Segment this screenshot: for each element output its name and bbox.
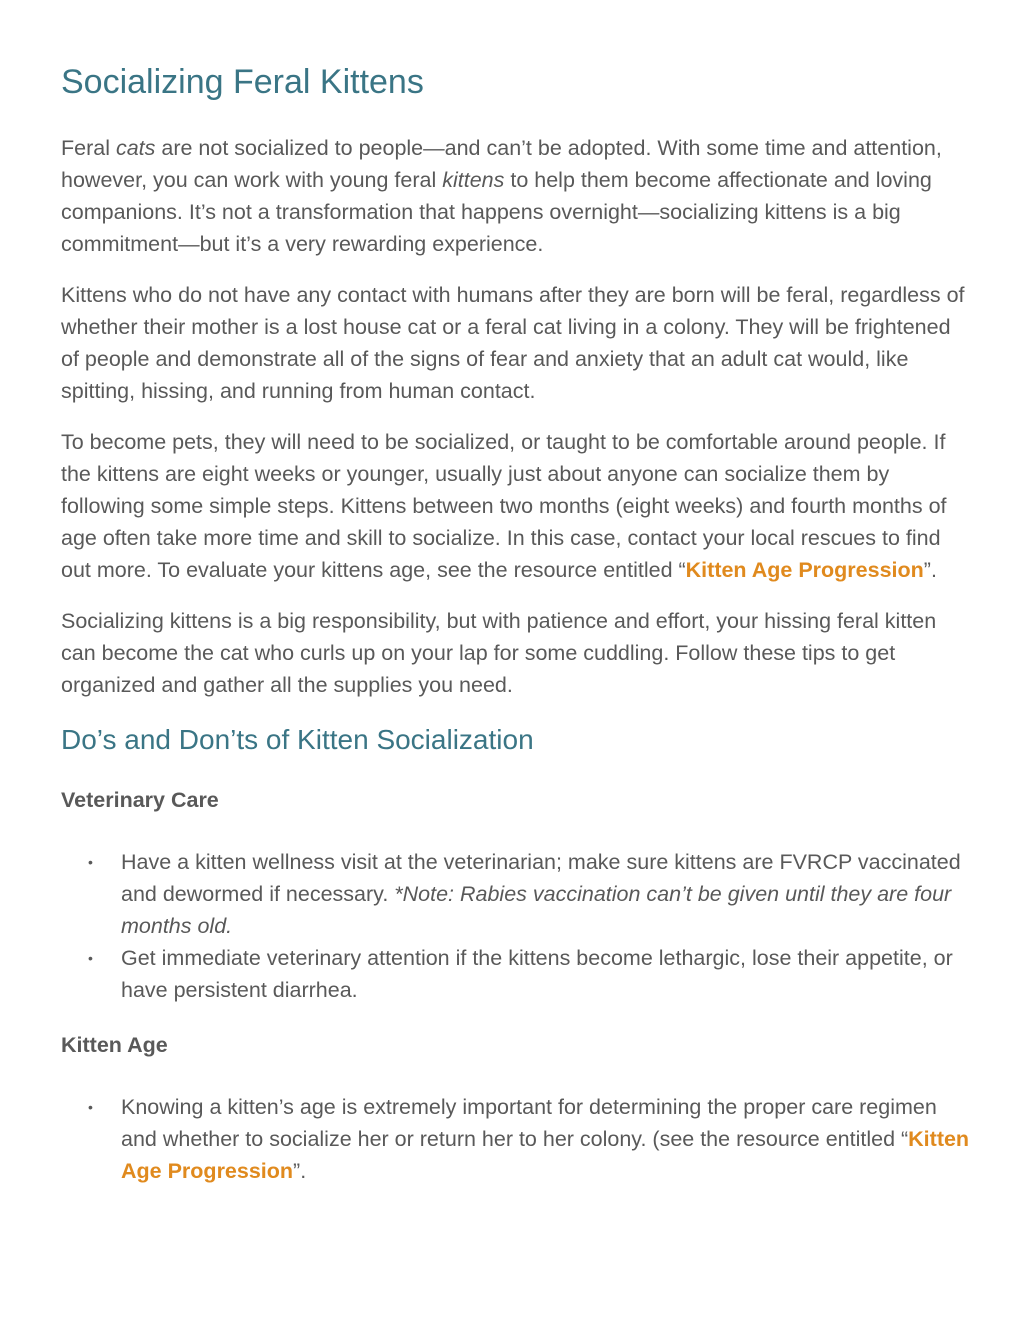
emphasis-kittens: kittens <box>442 168 505 192</box>
text-run: Feral <box>61 136 116 160</box>
kitten-age-progression-link[interactable]: Kitten Age Progression <box>685 558 924 582</box>
kitten-age-progression-link[interactable]: Kitten Age Progression <box>121 1127 970 1183</box>
bullet-icon: • <box>88 854 93 870</box>
list-item <box>61 846 971 942</box>
intro-paragraph-3 <box>61 426 971 586</box>
intro-paragraph-4: Socializing kittens is a big responsibility, but with patience and effort, your hissing feral kitten can become the cat who curls up on your lap for some cuddling. Follow these tips to get organized and gather all the supplies you need. <box>61 609 937 697</box>
text-run: are not socialized to people—and can’t be adopted. With some time and attention, however, you can work with young feral <box>61 136 942 192</box>
text-run: Get immediate veterinary attention if the kittens become lethargic, lose their appetite, or have persistent diarrhea. <box>121 946 953 1002</box>
list-item <box>61 1091 971 1187</box>
text-run: to help them become affectionate and loving companions. It’s not a transformation that happens overnight—socializing kittens is a big commitment—but it’s a very rewarding experience. <box>61 168 932 256</box>
kitten-age-list <box>61 1091 971 1187</box>
veterinary-care-list <box>61 846 971 1006</box>
section-heading: Do’s and Don’ts of Kitten Socialization <box>61 724 534 755</box>
rabies-note: *Note: Rabies vaccination can’t be given until they are four months old. <box>121 882 952 938</box>
kitten-age-heading: Kitten Age <box>61 1033 168 1057</box>
emphasis-cats: cats <box>115 136 156 160</box>
page-title: Socializing Feral Kittens <box>61 63 424 101</box>
intro-paragraph-1 <box>61 132 971 260</box>
text-run: ”. <box>293 1159 307 1183</box>
bullet-icon: • <box>88 1099 93 1115</box>
text-run: ”. <box>923 558 937 582</box>
text-run: Knowing a kitten’s age is extremely important for determining the proper care regimen and whether to socialize her or return her to her colony. (see the resource entitled “ <box>121 1095 937 1151</box>
intro-paragraph-2: Kittens who do not have any contact with humans after they are born will be feral, regardless of whether their mother is a lost house cat or a feral cat living in a colony. They will be frightened of people and demonstrate all of the signs of fear and anxiety that an adult cat would, like spitting, hissing, and running from human contact. <box>61 283 965 403</box>
veterinary-care-heading: Veterinary Care <box>61 788 219 812</box>
text-run: Have a kitten wellness visit at the veterinarian; make sure kittens are FVRCP vaccinated and dewormed if necessary. <box>121 850 961 906</box>
list-item <box>61 942 971 1006</box>
bullet-icon: • <box>88 950 93 966</box>
text-run: To become pets, they will need to be socialized, or taught to be comfortable around people. If the kittens are eight weeks or younger, usually just about anyone can socialize them by following some simple steps. Kittens between two months (eight weeks) and fourth months of age often take more time and skill to socialize. In this case, contact your local rescues to find out more. To evaluate your kittens age, see the resource entitled “ <box>61 430 947 582</box>
document-content <box>61 58 971 1210</box>
